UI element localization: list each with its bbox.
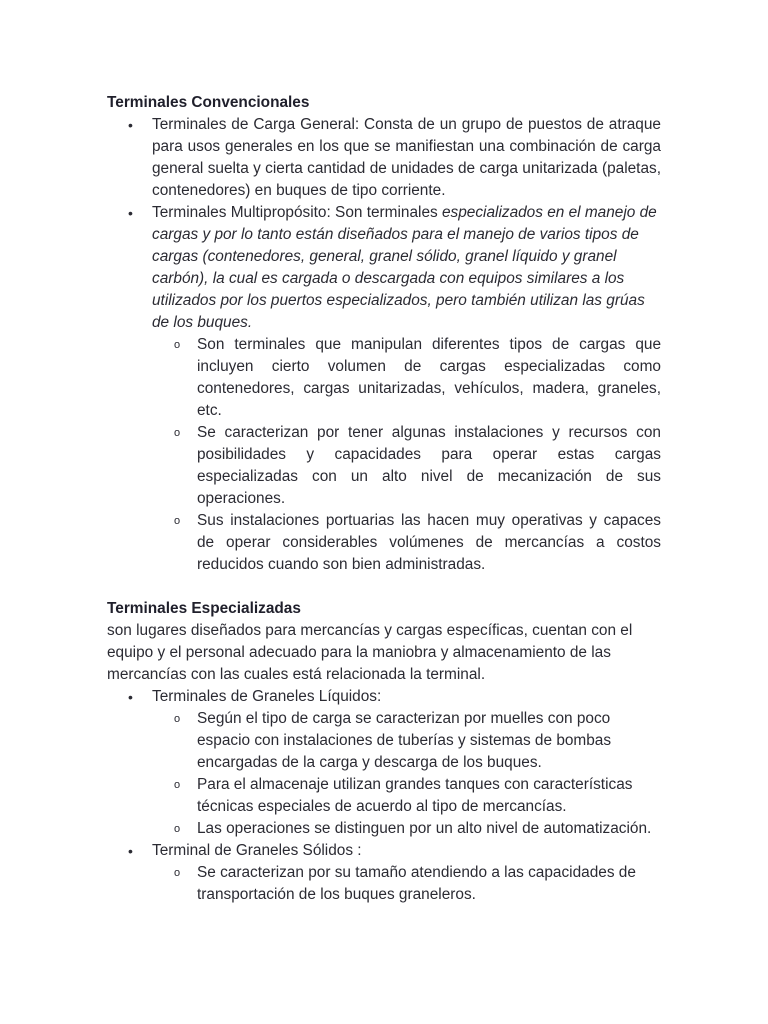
circle-bullet-icon: o: [174, 867, 181, 879]
sublist-item: [152, 510, 661, 576]
list-item-carga-general: [107, 114, 661, 202]
list-item-graneles-liquidos: [107, 686, 661, 840]
bullet-icon: •: [128, 843, 133, 859]
sublist-item: [152, 818, 661, 840]
list-item-text: Terminales de Graneles Líquidos:: [152, 688, 382, 705]
graneles-liquidos-sublist: [152, 708, 661, 840]
circle-bullet-icon: o: [174, 339, 181, 351]
sublist-item-text: Se caracterizan por su tamaño atendiendo a las capacidades de transportación de los buques graneleros.: [197, 864, 636, 903]
list-item-text: [152, 202, 661, 334]
especializadas-list: [107, 686, 661, 906]
sublist-item: [152, 708, 661, 774]
circle-bullet-icon: o: [174, 823, 181, 835]
circle-bullet-icon: o: [174, 427, 181, 439]
circle-bullet-icon: o: [174, 713, 181, 725]
document-page: [107, 92, 661, 906]
sublist-item: [152, 774, 661, 818]
bullet-icon: •: [128, 205, 133, 221]
bullet-icon: •: [128, 689, 133, 705]
list-item-multiproposito: [107, 202, 661, 576]
circle-bullet-icon: o: [174, 779, 181, 791]
sublist-item-text: Para el almacenaje utilizan grandes tanques con características técnicas especiales de acuerdo al tipo de mercancías.: [197, 776, 633, 815]
sublist-item: [152, 422, 661, 510]
section-heading-convencionales: Terminales Convencionales: [107, 94, 310, 111]
bullet-icon: •: [128, 117, 133, 133]
sublist-item-text: Según el tipo de carga se caracterizan por muelles con poco espacio con instalaciones de tuberías y sistemas de bombas encargadas de la carga y descarga de los buques.: [197, 710, 612, 771]
section-spacer: [107, 576, 661, 598]
sublist-item: [152, 862, 661, 906]
section-heading-especializadas: Terminales Especializadas: [107, 600, 301, 617]
sublist-item-text: Son terminales que manipulan diferentes tipos de cargas que incluyen cierto volumen de cargas especializadas como contenedores, cargas unitarizadas, vehículos, madera, graneles, etc.: [197, 336, 661, 419]
graneles-solidos-sublist: [152, 862, 661, 906]
circle-bullet-icon: o: [174, 515, 181, 527]
sublist-item: [152, 334, 661, 422]
sublist-item-text: Sus instalaciones portuarias las hacen muy operativas y capaces de operar considerables volúmenes de mercancías a costos reducidos cuando son bien administradas.: [197, 512, 661, 573]
convencionales-list: [107, 114, 661, 576]
sublist-item-text: Las operaciones se distinguen por un alto nivel de automatización.: [197, 820, 652, 837]
list-item-italic-text: especializados en el manejo de cargas y por lo tanto están diseñados para el manejo de varios tipos de cargas (contenedores, general, granel sólido, granel líquido y granel carbón), la cual es cargada o descargada con equipos similares a los utilizados por los puertos especializados, pero también utilizan las grúas de los buques.: [152, 204, 657, 331]
list-item-text: Terminal de Graneles Sólidos :: [152, 842, 362, 859]
sublist-item-text: Se caracterizan por tener algunas instalaciones y recursos con posibilidades y capacidades para operar estas cargas especializadas con un alto nivel de mecanización de sus operaciones.: [197, 424, 661, 507]
list-item-text: Terminales de Carga General: Consta de un grupo de puestos de atraque para usos generales en los que se manifiestan una combinación de carga general suelta y cierta cantidad de unidades de carga unitarizada (paletas, contenedores) en buques de tipo corriente.: [152, 116, 661, 199]
list-item-lead-text: Terminales Multipropósito: Son terminales: [152, 204, 442, 221]
multiproposito-sublist: [152, 334, 661, 576]
list-item-graneles-solidos: [107, 840, 661, 906]
section-intro-paragraph: son lugares diseñados para mercancías y cargas específicas, cuentan con el equipo y el personal adecuado para la maniobra y almacenamiento de las mercancías con las cuales está relacionada la terminal.: [107, 622, 633, 683]
